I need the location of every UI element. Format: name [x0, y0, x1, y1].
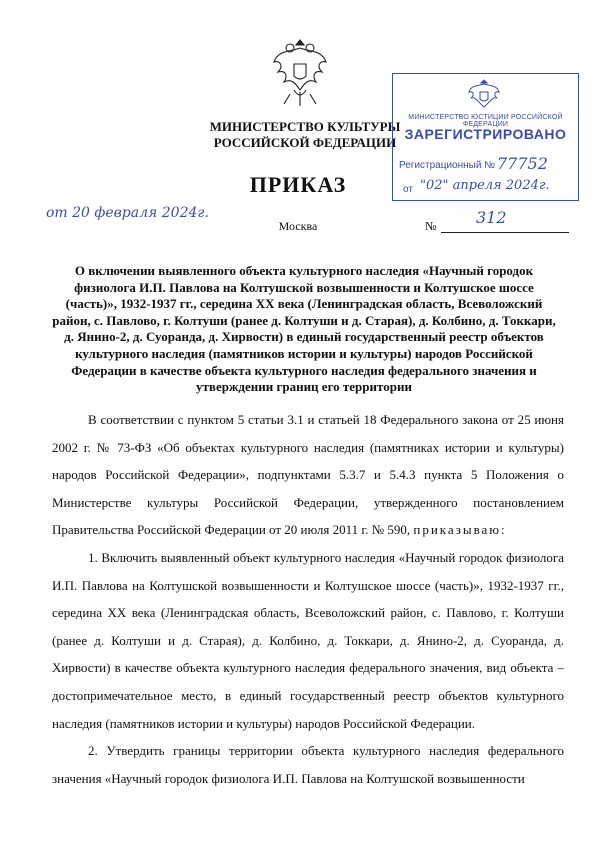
intro-paragraph [52, 406, 564, 544]
stamp-reg-number: 77752 [497, 154, 548, 173]
order-date: от 20 февраля 2024г. [46, 205, 209, 221]
document-type: ПРИКАЗ [249, 172, 347, 197]
coat-of-arms-icon [272, 36, 328, 108]
stamp-date-label: от [403, 184, 413, 195]
number-underline [441, 232, 569, 233]
stamp-ministry: МИНИСТЕРСТВО ЮСТИЦИИ РОССИЙСКОЙ ФЕДЕРАЦИИ [408, 114, 563, 128]
item-2: 2. Утвердить границы территории объекта культурного наследия федерального значения «Научный городок физиолога И.П. Павлова на Колтушской возвышенности [52, 743, 564, 786]
stamp-registered: ЗАРЕГИСТРИРОВАНО [404, 126, 567, 142]
stamp-emblem-icon [467, 77, 501, 111]
stamp-date-value: "02" апреля 2024г. [420, 178, 550, 193]
order-body [52, 406, 564, 792]
ministry-line2: РОССИЙСКОЙ ФЕДЕРАЦИИ [213, 135, 397, 150]
number-label: № [425, 219, 437, 233]
order-title: О включении выявленного объекта культурного наследия «Научный городок физиолога И.П. Павлова на Колтушской возвышенности и Колтушское шоссе (часть)», 1932-1937 гг., середина XX века (Ленинградская область, Всеволожский район, с. Павлово, г. Колтуши (ранее д. Колтуши и д. Старая), д. Колбино, д. Токкари, д. Янино-2, д. Суоранда, д. Хирвости) в единый государственный реестр объектов культурного наследия (памятников истории и культуры) народов Российской Федерации в качестве объекта культурного наследия федерального значения и утверждении границ его территории [52, 263, 556, 395]
city: Москва [278, 219, 318, 233]
ministry-name [200, 119, 410, 151]
ministry-line1: МИНИСТЕРСТВО КУЛЬТУРЫ [209, 119, 401, 134]
order-word: приказываю: [413, 522, 507, 538]
order-number: 312 [476, 208, 507, 227]
stamp-reg-label: Регистрационный № [399, 160, 495, 171]
intro-text: В соответствии с пунктом 5 статьи 3.1 и статьей 18 Федерального закона от 25 июня 2002 г. № 73-ФЗ «Об объектах культурного наследия (памятниках истории и культуры) народов Российской Федерации», подпунктами 5.3.7 и 5.4.3 пункта 5 Положения о Министерстве культуры Российской Федерации, утвержденного постановлением Правительства Российской Федерации от 20 июля 2011 г. № 590, [52, 412, 564, 538]
item-1: 1. Включить выявленный объект культурного наследия «Научный городок физиолога И.П. Павлова на Колтушской возвышенности и Колтушское шоссе (часть)», 1932-1937 гг., середина XX века (Ленинградская область, Всеволожский район, с. Павлово, г. Колтуши (ранее д. Колтуши и д. Старая), д. Колбино, д. Токкари, д. Янино-2, д. Суоранда, д. Хирвости) в качестве объекта культурного наследия федерального значения, вид объекта – достопримечательное место, в единый государственный реестр объектов культурного наследия (памятников истории и культуры) народов Российской Федерации. [52, 549, 564, 731]
